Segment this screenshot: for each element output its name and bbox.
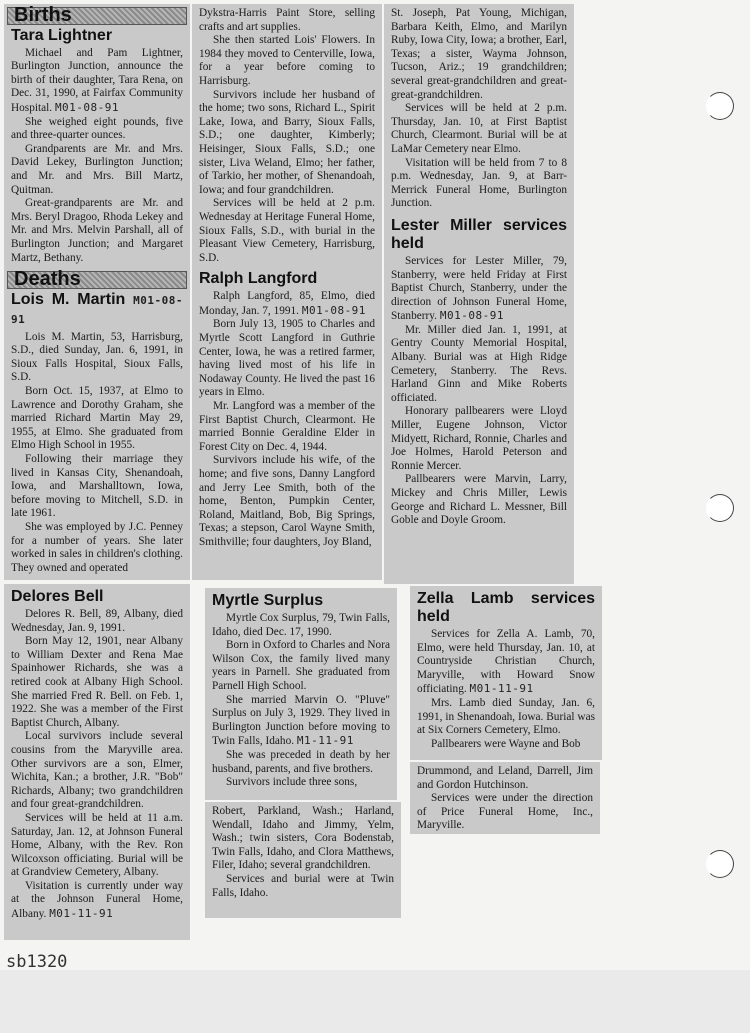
ralph-paragraph-7: Visitation will be held from 7 to 8 p.m. Wednesday, Jan. 9, at Barr-Merrick Funeral Home, Burlington Junction. (391, 156, 567, 210)
myrtle-paragraph-3: She married Marvin O. "Pluve" Surplus on July 3, 1929. They lived in Burlington Junction before moving to Twin Falls, Idaho. M1-11-91 (212, 693, 390, 748)
myrtle-surplus-continued-clipping (205, 802, 401, 918)
zella-lamb-clipping (410, 586, 602, 760)
delores-paragraph-5: Visitation is currently under way at the Johnson Funeral Home, Albany. M01-11-91 (11, 879, 183, 921)
lois-paragraph-7: Survivors include her husband of the home; two sons, Richard L., Spirit Lake, Iowa, and Barry, Sioux Falls, S.D.; one daughter, Kimberly; Heisinger, Sioux Falls, S.D.; one sister, Liva Weland, Elmo; her father, of Tarkio, her mother, of Shenandoah, Iowa; and four grandchildren. (199, 88, 375, 196)
handwritten-date-note: M1-11-91 (296, 734, 354, 748)
binder-hole-bottom (706, 850, 734, 878)
lester-miller-heading: Lester Miller services held (391, 216, 567, 252)
tara-paragraph-2: She weighed eight pounds, five and three-quarter ounces. (11, 115, 183, 142)
lester-paragraph-2: Mr. Miller died Jan. 1, 1991, at Gentry County Memorial Hospital, Albany. Burial was at High Ridge Cemetery, Stanberry. The Revs. Harland Ginn and Mike Roberts officiated. (391, 323, 567, 404)
ralph-paragraph-1: Ralph Langford, 85, Elmo, died Monday, Jan. 7, 1991. M01-08-91 (199, 290, 375, 317)
handwritten-date-note: M01-08-91 (439, 309, 504, 323)
myrtle-paragraph-5: Survivors include three sons, (226, 776, 358, 789)
lois-paragraph-3: Following their marriage they lived in Kansas City, Shenandoah, Iowa, and Marshalltown, Iowa, before moving to Mitchell, S.D. in late 1961. (11, 453, 183, 520)
ralph-lester-clipping (384, 4, 574, 584)
tara-paragraph-1: Michael and Pam Lightner, Burlington Junction, announce the birth of their daughter, Tara Rena, on Dec. 31, 1990, at Fairfax Community Hospital. M01-08-91 (11, 46, 183, 114)
delores-paragraph-4: Services will be held at 11 a.m. Saturday, Jan. 12, at Johnson Funeral Home, Albany, with the Rev. Ron Wilcoxson officiating. Burial will be at Grandview Cemetery, Albany. (11, 811, 183, 879)
myrtle-paragraph-6: Robert, Parkland, Wash.; Harland, Wendall, Idaho and Jimmy, Yelm, Wash.; twin sisters, Cora Bodenstab, Twin Falls, Idaho, and Clora Matthews, Filer, Idaho; several grandchildren. (212, 805, 394, 872)
myrtle-surplus-clipping (205, 588, 397, 800)
lois-ralph-clipping (192, 4, 382, 580)
delores-bell-heading: Delores Bell (11, 588, 104, 605)
delores-paragraph-1: Delores R. Bell, 89, Albany, died Wednesday, Jan. 9, 1991. (11, 608, 183, 634)
binder-hole-top (706, 92, 734, 120)
zella-paragraph-5: Services were under the direction of Price Funeral Home, Inc., Maryville. (417, 792, 593, 832)
zella-paragraph-3: Pallbearers were Wayne and Bob (431, 737, 581, 750)
tara-paragraph-4: Great-grandparents are Mr. and Mrs. Beryl Dragoo, Rhoda Lekey and Mr. and Mrs. Melvin Parshall, all of Burlington Junction; and Margaret Martz, Bethany. (11, 197, 183, 264)
lester-paragraph-4: Pallbearers were Marvin, Larry, Mickey and Chris Miller, Lewis George and Richard L. Messner, Bill Goble and Doyle Groom. (391, 473, 567, 527)
deaths-section-header: Deaths (7, 271, 187, 289)
scanner-background (0, 970, 750, 1033)
lois-paragraph-1: Lois M. Martin, 53, Harrisburg, S.D., died Sunday, Jan. 6, 1991, in Sioux Falls Hospital, Sioux Falls, S.D. (11, 330, 183, 384)
lester-paragraph-1: Services for Lester Miller, 79, Stanberry, were held Friday at First Baptist Church, Stanberry, under the direction of Johnson Funeral Home, Stanberry. M01-08-91 (391, 254, 567, 323)
delores-bell-clipping (4, 584, 190, 940)
births-deaths-clipping (4, 4, 190, 580)
handwritten-date-note: M01-08-91 (54, 100, 120, 114)
zella-paragraph-1: Services for Zella A. Lamb, 70, Elmo, were held Thursday, Jan. 10, at Countryside Christian Church, Maryville, with Howard Snow officiating. M01-11-91 (417, 628, 595, 696)
lois-paragraph-4: She was employed by J.C. Penney for a number of years. She later worked in sales in children's clothing. They owned and operated (11, 521, 183, 574)
handwritten-date-note: M01-08-91 (301, 303, 366, 317)
handwritten-date-note: M01-08-91 (11, 293, 183, 326)
handwritten-date-note: M01-11-91 (49, 907, 114, 921)
zella-lamb-continued-clipping (410, 762, 600, 834)
lois-paragraph-8: Services will be held at 2 p.m. Wednesday at Heritage Funeral Home, Sioux Falls, S.D., with burial in the Pleasant View Cemetery, Harrisburg, S.D. (199, 197, 375, 264)
ralph-paragraph-3: Mr. Langford was a member of the First Baptist Church, Clearmont. He married Bonnie Geraldine Elder in Forest City on Dec. 4, 1944. (199, 400, 375, 453)
delores-paragraph-2: Born May 12, 1901, near Albany to William Dexter and Rena Mae Spainhower Richards, she was a retired cook at Albany High School. She married Fred R. Bell. on Feb. 1, 1922. She was a member of the First Baptist Church, Albany. (11, 635, 183, 729)
myrtle-paragraph-7: Services and burial were at Twin Falls, Idaho. (212, 872, 394, 899)
handwritten-date-note: M01-11-91 (469, 682, 534, 696)
myrtle-paragraph-1: Myrtle Cox Surplus, 79, Twin Falls, Idaho, died Dec. 17, 1990. (212, 612, 390, 638)
ralph-langford-heading: Ralph Langford (199, 270, 318, 288)
binder-hole-middle (706, 494, 734, 522)
tara-lightner-heading: Tara Lightner (11, 26, 113, 44)
zella-lamb-heading: Zella Lamb services held (417, 590, 595, 625)
tara-paragraph-3: Grandparents are Mr. and Mrs. David Lekey, Burlington Junction; and Mr. and Mrs. Bill Martz, Quitman. (11, 142, 183, 196)
ralph-paragraph-2: Born July 13, 1905 to Charles and Myrtle Scott Langford in Guthrie Center, Iowa, he was a retired farmer, having lived most of his life in Nodaway County. He lived the past 16 years in Elmo. (199, 318, 375, 399)
delores-paragraph-3: Local survivors include several cousins from the Maryville area. Other survivors are a son, Elmer, Wichita, Kan.; a brother, J.R. "Bob" Richards, Albany; two grandchildren and four great-grandchildren. (11, 730, 183, 811)
ralph-paragraph-5: St. Joseph, Pat Young, Michigan, Barbara Keith, Elmo, and Marilyn Ruby, Iowa City, Iowa; a brother, Earl, Texas; a sister, Wayma Johnson, Tucson, Ariz.; 19 grandchildren; several great-grandchildren and great-great-grandchildren. (391, 7, 567, 101)
lois-paragraph-5: Dykstra-Harris Paint Store, selling crafts and art supplies. (199, 7, 375, 33)
lois-martin-heading: Lois M. Martin M01-08-91 (11, 290, 183, 326)
births-section-header: Births (7, 7, 187, 25)
ralph-paragraph-6: Services will be held at 2 p.m. Thursday, Jan. 10, at First Baptist Church, Clearmont. Burial will be at LaMar Cemetery near Elmo. (391, 102, 567, 155)
myrtle-surplus-heading: Myrtle Surplus (212, 592, 324, 609)
lois-paragraph-2: Born Oct. 15, 1937, at Elmo to Lawrence and Dorothy Graham, she married Richard Martin May 29, 1955, at Elmo. She graduated from Elmo High School in 1955. (11, 385, 183, 452)
ralph-paragraph-4: Survivors include his wife, of the home; and five sons, Danny Langford and Jerry Lee Smith, both of the home, Benton, Pumpkin Center, Roland, Maitland, Bob, Big Springs, Texas; a stepson, Carol Wayne Smith, Smithville; four daughters, Joy Bland, (199, 454, 375, 548)
lois-paragraph-6: She then started Lois' Flowers. In 1984 they moved to Centerville, Iowa, for a year before coming to Harrisburg. (199, 34, 375, 87)
lester-paragraph-3: Honorary pallbearers were Lloyd Miller, Eugene Johnson, Victor Midyett, Richard, Ronnie, Charles and Joe Holmes, Harold Peterson and Ronnie Mercer. (391, 405, 567, 472)
zella-paragraph-2: Mrs. Lamb died Sunday, Jan. 6, 1991, in Shenandoah, Iowa. Burial was at Six Corners Cemetery, Elmo. (417, 696, 595, 737)
myrtle-paragraph-2: Born in Oxford to Charles and Nora Wilson Cox, the family lived many years in Parnell. She graduated from Parnell High School. (212, 639, 390, 692)
myrtle-paragraph-4: She was preceded in death by her husband, parents, and five brothers. (212, 748, 390, 775)
handwritten-page-label: sb1320 (6, 952, 68, 972)
zella-paragraph-4: Drummond, and Leland, Darrell, Jim and Gordon Hutchinson. (417, 765, 593, 791)
